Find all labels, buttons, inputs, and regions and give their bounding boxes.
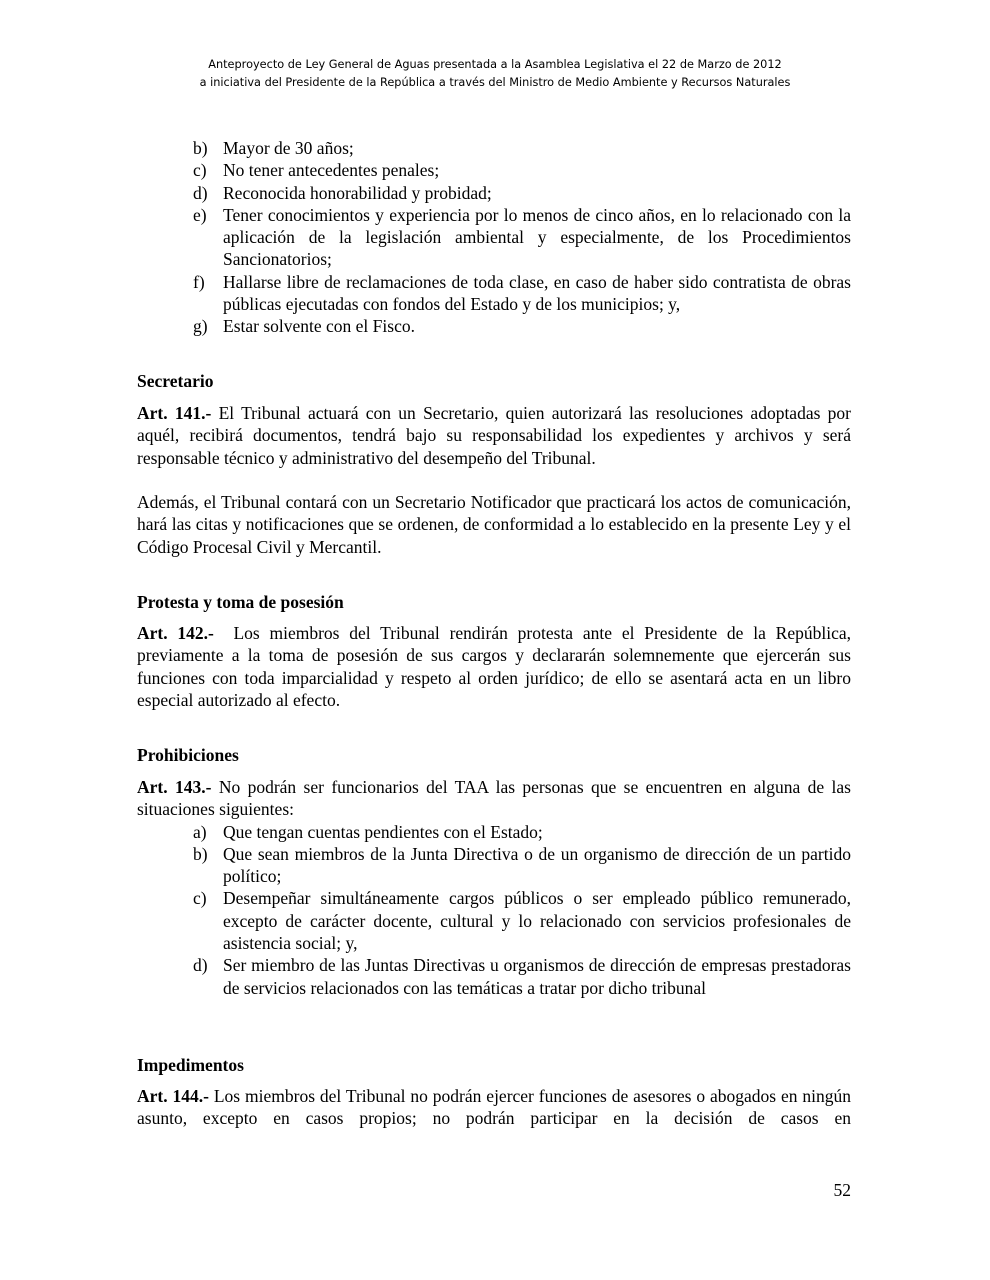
item-text: Desempeñar simultáneamente cargos públicos o ser empleado público remunerado, excepto de carácter docente, cultural y lo relacionado con servicios profesionales de asistencia social; y, xyxy=(223,888,851,954)
section-heading-protesta: Protesta y toma de posesión xyxy=(137,592,344,612)
article-number: Art. 143.- xyxy=(137,777,212,797)
article-text: El Tribunal actuará con un Secretario, quien autorizará las resoluciones adoptadas por aquél, recibirá documentos, tendrá bajo su responsabilidad los expedientes y archivos y será responsable técnico y administrativo del desempeño del Tribunal. xyxy=(137,403,851,468)
list-item xyxy=(137,954,851,999)
item-label: f) xyxy=(193,271,205,292)
section-heading-prohibiciones: Prohibiciones xyxy=(137,745,239,765)
list-item xyxy=(137,821,851,843)
article-number: Art. 144.- xyxy=(137,1086,209,1106)
header-line-1: Anteproyecto de Ley General de Aguas presentada a la Asamblea Legislativa el 22 de Marzo de 2012 xyxy=(208,58,782,71)
list-item xyxy=(137,843,851,888)
article-142 xyxy=(137,622,856,711)
item-text: Que tengan cuentas pendientes con el Estado; xyxy=(223,821,543,842)
item-label: a) xyxy=(193,821,207,842)
item-label: e) xyxy=(193,204,207,225)
list-item xyxy=(137,204,851,271)
item-text: Tener conocimientos y experiencia por lo menos de cinco años, en lo relacionado con la aplicación de la legislación ambiental y especialmente, de los Procedimientos Sancionatorios; xyxy=(223,204,851,270)
item-label: b) xyxy=(193,138,208,158)
item-text: Que sean miembros de la Junta Directiva o de un organismo de dirección de un partido político; xyxy=(223,843,851,887)
article-141-paragraph-2: Además, el Tribunal contará con un Secretario Notificador que practicará los actos de comunicación, hará las citas y notificaciones que se ordenen, de conformidad a lo establecido en la presente Ley y el Código Procesal Civil y Mercantil. xyxy=(137,492,851,557)
item-text: Reconocida honorabilidad y probidad; xyxy=(223,182,492,203)
item-label: c) xyxy=(193,888,207,909)
item-text: No tener antecedentes penales; xyxy=(223,160,440,181)
list-item xyxy=(137,182,851,204)
item-text: Ser miembro de las Juntas Directivas u organismos de dirección de empresas prestadoras de servicios relacionados con las temáticas a tratar por dicho tribunal xyxy=(223,955,851,998)
page-header xyxy=(0,56,990,92)
page-number: 52 xyxy=(833,1180,851,1200)
list-item xyxy=(137,159,851,181)
item-text: Hallarse libre de reclamaciones de toda clase, en caso de haber sido contratista de obras públicas ejecutadas con fondos del Estado y de los municipios; y, xyxy=(223,271,851,315)
article-text: No podrán ser funcionarios del TAA las personas que se encuentren en alguna de las situaciones siguientes: xyxy=(137,777,851,820)
list-item xyxy=(137,887,851,954)
item-label: d) xyxy=(193,182,208,203)
header-line-2: a iniciativa del Presidente de la República a través del Ministro de Medio Ambiente y Recursos Naturales xyxy=(199,76,791,89)
list-item xyxy=(137,315,851,337)
list-item xyxy=(137,137,851,159)
requirements-list xyxy=(137,137,851,338)
article-number: Art. 142.- xyxy=(137,623,214,643)
item-text: Estar solvente con el Fisco. xyxy=(223,316,415,337)
item-label: b) xyxy=(193,843,208,864)
item-text: Mayor de 30 años; xyxy=(223,138,354,158)
item-label: c) xyxy=(193,160,207,181)
article-number: Art. 141.- xyxy=(137,403,212,423)
list-item xyxy=(137,271,851,316)
section-heading-secretario: Secretario xyxy=(137,371,214,391)
item-label: g) xyxy=(193,316,208,337)
article-141 xyxy=(137,402,851,469)
item-label: d) xyxy=(193,955,208,976)
article-143 xyxy=(137,776,851,999)
article-text: Los miembros del Tribunal no podrán ejercer funciones de asesores o abogados en ningún asunto, excepto en casos propios; no podrán participar en la decisión de casos en xyxy=(137,1086,852,1129)
section-heading-impedimentos: Impedimentos xyxy=(137,1055,244,1075)
article-144 xyxy=(137,1085,851,1130)
article-text: Los miembros del Tribunal rendirán protesta ante el Presidente de la República, previamente a la toma de posesión de sus cargos y declararán solemnemente que ejercerán sus funciones con toda imparcialidad y respeto al orden jurídico; de ello se asentará acta en un libro especial autorizado al efecto. xyxy=(137,623,856,710)
